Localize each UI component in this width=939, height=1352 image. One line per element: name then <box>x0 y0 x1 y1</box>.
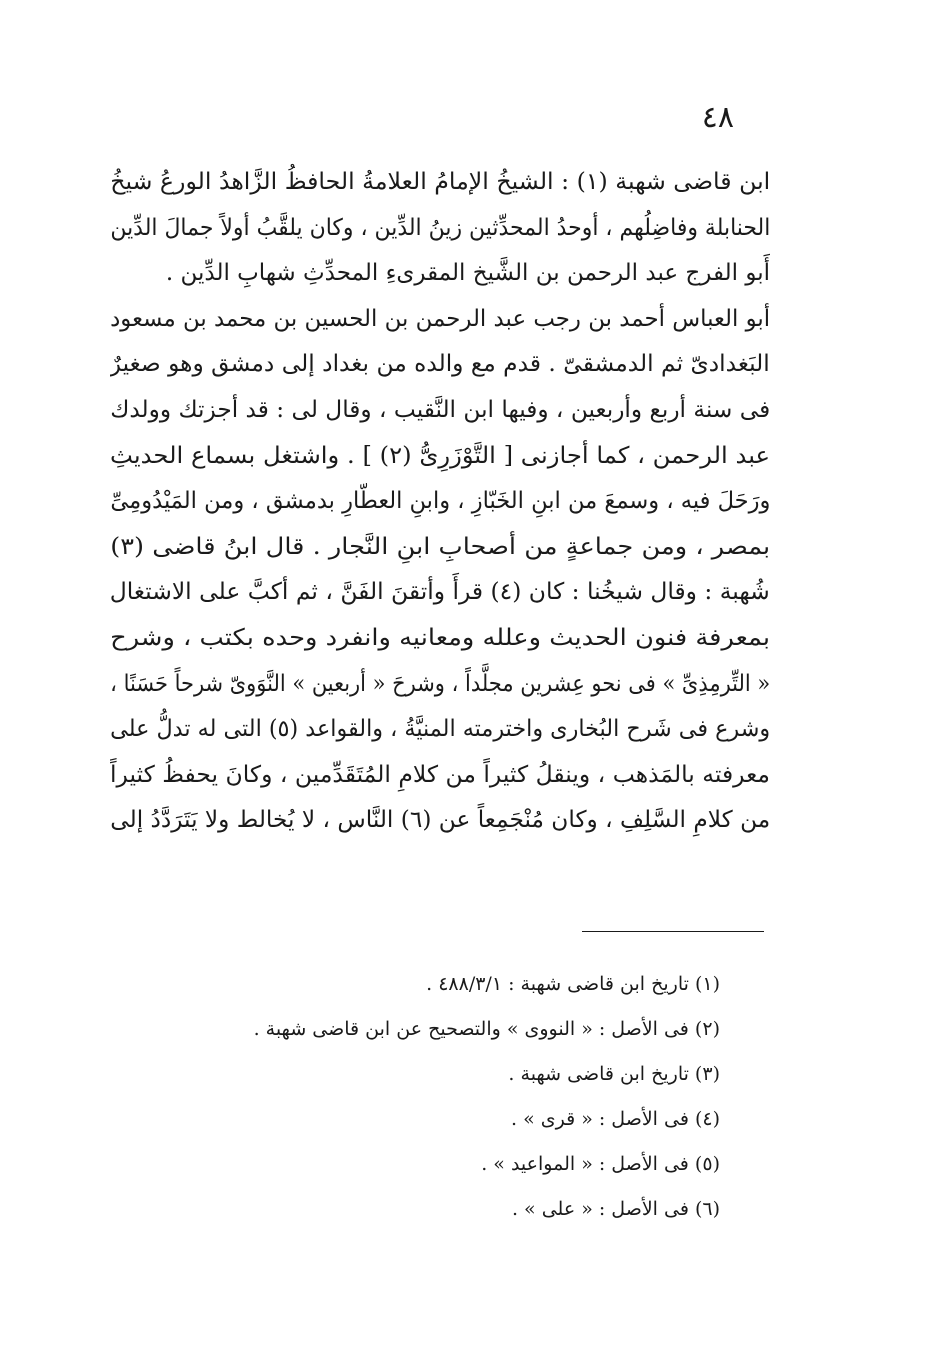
text-line: عبد الرحمن ، كما أجازنى [ التَّوْزَرِىُّ (٢) ] . واشتغل بسماع الحديثِ <box>110 442 770 469</box>
text-line: من كلامِ السَّلِفِ ، وكان مُنْجَمِعاً عن (٦) النَّاس ، لا يُخالط ولا يَتَرَدَّدُ إلى <box>110 807 770 834</box>
text-line: بمصر ، ومن جماعةٍ من أصحابِ ابنِ النَّجار . قال ابنُ قاضى (٣) <box>110 533 770 560</box>
main-text <box>110 160 770 844</box>
footnote-1: (١) تاريخ ابن قاضى شهبة : ٤٨٨/٣/١ . <box>426 973 720 995</box>
footnote-5: (٥) فى الأصل : « المواعيد » . <box>481 1153 720 1175</box>
text-line: بمعرفة فنون الحديث وعلله ومعانيه وانفرد وحده بكتب ، وشرح <box>110 624 770 651</box>
text-line: « التِّرمِذِىِّ » فى نحو عِشرين مجلَّداً ، وشرحَ « أربعين » النَّوَوىّ شرحاً حَسَنًا ، <box>110 670 770 697</box>
text-line: فى سنة أربع وأربعين ، وفيها ابن النَّقيب ، وقال لى : قد أجزتك وولدك <box>110 396 770 423</box>
footnote-3: (٣) تاريخ ابن قاضى شهبة . <box>508 1063 720 1085</box>
footnote-2: (٢) فى الأصل : « النووى » والتصحيح عن ابن قاضى شهبة . <box>253 1018 720 1040</box>
footnote-divider <box>582 931 764 932</box>
footnotes <box>150 962 720 1232</box>
text-line: البَغدادىّ ثم الدمشقىّ . قدم مع والده من بغداد إلى دمشق وهو صغيرٌ <box>110 351 770 378</box>
text-line: ورَحَلَ فيه ، وسمعَ من ابنِ الخَبّازِ ، وابنِ العطّارِ بدمشق ، ومن المَيْدُومِىِّ <box>110 488 770 515</box>
text-line: الحنابلة وفاضِلُهم ، أوحدُ المحدِّثين زينُ الدِّين ، وكان يلقَّبُ أولاً جمالَ الدِّين <box>110 214 770 241</box>
text-line: معرفته بالمَذهب ، وينقلُ كثيراً من كلامِ المُتَقَدِّمين ، وكانَ يحفظُ كثيراً <box>110 761 770 788</box>
text-line: أَبو الفرج عبد الرحمن بن الشَّيخ المقرىءِ المحدِّثِ شهابِ الدِّين . <box>165 260 770 287</box>
footnote-4: (٤) فى الأصل : « قرى » . <box>510 1108 720 1130</box>
text-line: ابن قاضى شهبة (١) : الشيخُ الإمامُ العلامةُ الحافظُ الزَّاهدُ الورعُ شيخُ <box>110 169 770 195</box>
footnote-6: (٦) فى الأصل : « على » . <box>511 1198 720 1220</box>
page-number: ٤٨ <box>701 100 734 135</box>
text-line: أبو العباس أحمد بن رجب عبد الرحمن بن الحسين بن محمد بن مسعود <box>110 305 770 332</box>
text-line: وشرع فى شَرح البُخارى واخترمته المنيَّةُ ، والقواعد (٥) التى له تدلُّ على <box>110 716 770 743</box>
text-line: شُهبة : وقال شيخُنا : كان (٤) قرأَ وأتقنَ الفَنَّ ، ثم أكبَّ على الاشتغال <box>110 579 770 606</box>
